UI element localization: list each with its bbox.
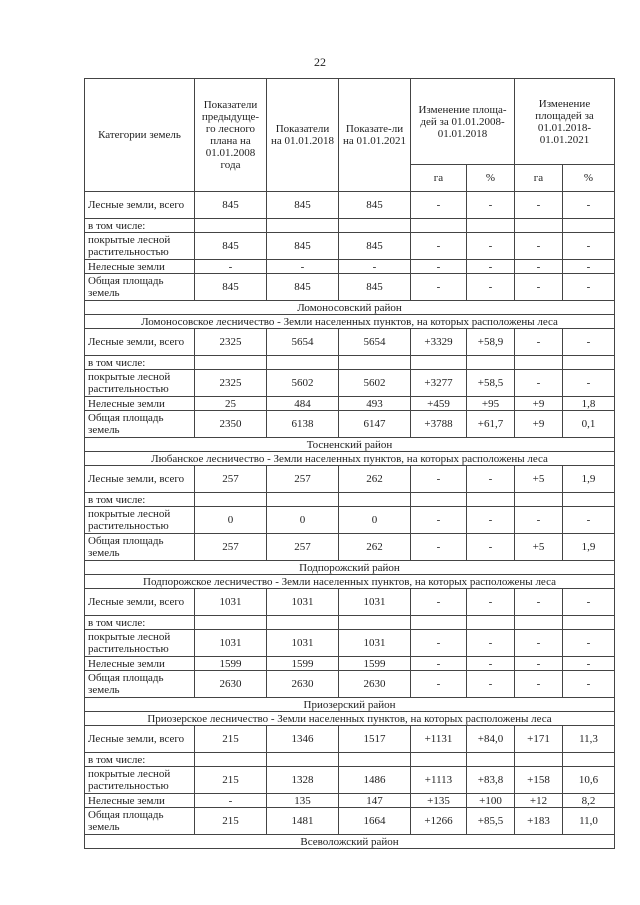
table-row: [85, 630, 615, 657]
row-value: -: [411, 507, 467, 534]
section-title: Подпорожское лесничество - Земли населенных пунктов, на которых расположены леса: [85, 575, 615, 589]
row-value: 135: [267, 794, 339, 808]
row-value: 1031: [339, 589, 411, 616]
row-value: 8,2: [563, 794, 615, 808]
row-value: [411, 219, 467, 233]
row-category: Общая площадь земель: [85, 411, 195, 438]
row-value: +3788: [411, 411, 467, 438]
table-row: [85, 274, 615, 301]
row-value: -: [467, 507, 515, 534]
row-value: -: [515, 192, 563, 219]
row-value: [267, 219, 339, 233]
row-value: +12: [515, 794, 563, 808]
row-value: 5654: [339, 329, 411, 356]
row-value: [411, 616, 467, 630]
header-change-2018-2021: Изменение площадей за 01.01.2018-01.01.2021: [515, 79, 615, 165]
row-value: [515, 753, 563, 767]
header-category: Категории земель: [85, 79, 195, 192]
row-value: 845: [339, 192, 411, 219]
section-row: [85, 712, 615, 726]
row-value: -: [563, 233, 615, 260]
row-category: Общая площадь земель: [85, 274, 195, 301]
row-value: -: [467, 657, 515, 671]
row-value: 5602: [339, 370, 411, 397]
row-value: +3329: [411, 329, 467, 356]
row-value: -: [411, 671, 467, 698]
row-value: 493: [339, 397, 411, 411]
row-value: 11,3: [563, 726, 615, 753]
row-category: Лесные земли, всего: [85, 192, 195, 219]
table-row: [85, 657, 615, 671]
row-category: Общая площадь земель: [85, 808, 195, 835]
section-title: Приозерский район: [85, 698, 615, 712]
row-value: +459: [411, 397, 467, 411]
section-row: [85, 301, 615, 315]
table-row: [85, 466, 615, 493]
row-value: +100: [467, 794, 515, 808]
table-row: [85, 219, 615, 233]
section-title: Любанское лесничество - Земли населенных пунктов, на которых расположены леса: [85, 452, 615, 466]
row-value: +61,7: [467, 411, 515, 438]
row-value: -: [563, 671, 615, 698]
row-value: -: [515, 507, 563, 534]
row-value: -: [467, 260, 515, 274]
row-value: 1031: [267, 589, 339, 616]
table-row: [85, 616, 615, 630]
section-title: Ломоносовское лесничество - Земли населенных пунктов, на которых расположены леса: [85, 315, 615, 329]
row-value: 257: [195, 534, 267, 561]
table-row: [85, 507, 615, 534]
row-value: -: [195, 260, 267, 274]
row-value: -: [563, 589, 615, 616]
row-category: в том числе:: [85, 219, 195, 233]
row-value: [563, 753, 615, 767]
section-row: [85, 835, 615, 849]
row-value: +95: [467, 397, 515, 411]
row-value: -: [515, 630, 563, 657]
header-change-2008-2018: Изменение площа-дей за 01.01.2008-01.01.2018: [411, 79, 515, 165]
row-value: 257: [267, 534, 339, 561]
row-value: +5: [515, 534, 563, 561]
section-row: [85, 561, 615, 575]
row-value: 2325: [195, 370, 267, 397]
row-value: -: [563, 630, 615, 657]
row-value: 147: [339, 794, 411, 808]
row-value: 1,9: [563, 534, 615, 561]
row-value: 257: [195, 466, 267, 493]
row-value: -: [267, 260, 339, 274]
row-value: [339, 493, 411, 507]
row-value: 845: [339, 274, 411, 301]
row-value: 1031: [195, 589, 267, 616]
row-value: +1113: [411, 767, 467, 794]
row-value: [467, 356, 515, 370]
section-title: Ломоносовский район: [85, 301, 615, 315]
table-row: [85, 233, 615, 260]
row-value: -: [411, 260, 467, 274]
row-value: 1481: [267, 808, 339, 835]
header-unit-pct: %: [563, 165, 615, 192]
section-title: Тосненский район: [85, 438, 615, 452]
row-category: покрытые лесной растительностью: [85, 767, 195, 794]
row-value: 484: [267, 397, 339, 411]
row-value: 215: [195, 808, 267, 835]
row-value: -: [467, 233, 515, 260]
row-value: [515, 493, 563, 507]
row-value: [411, 356, 467, 370]
row-value: -: [467, 671, 515, 698]
row-value: 6138: [267, 411, 339, 438]
section-row: [85, 698, 615, 712]
section-title: Подпорожский район: [85, 561, 615, 575]
row-value: -: [515, 329, 563, 356]
section-row: [85, 452, 615, 466]
row-value: [515, 219, 563, 233]
row-value: [195, 356, 267, 370]
table-row: [85, 397, 615, 411]
header-unit-ha: га: [515, 165, 563, 192]
row-value: -: [515, 370, 563, 397]
row-value: 845: [195, 192, 267, 219]
row-value: 5654: [267, 329, 339, 356]
row-value: -: [467, 274, 515, 301]
row-category: в том числе:: [85, 616, 195, 630]
row-value: 2350: [195, 411, 267, 438]
row-value: 1486: [339, 767, 411, 794]
row-value: [267, 753, 339, 767]
row-value: [339, 356, 411, 370]
row-value: 1031: [267, 630, 339, 657]
header-on-2018: Показатели на 01.01.2018: [267, 79, 339, 192]
table-row: [85, 534, 615, 561]
row-value: +84,0: [467, 726, 515, 753]
row-value: 0: [267, 507, 339, 534]
section-title: Приозерское лесничество - Земли населенных пунктов, на которых расположены леса: [85, 712, 615, 726]
row-value: -: [411, 630, 467, 657]
row-value: 1599: [195, 657, 267, 671]
row-value: [563, 219, 615, 233]
row-value: [563, 493, 615, 507]
row-value: +9: [515, 397, 563, 411]
table-row: [85, 411, 615, 438]
row-value: [467, 493, 515, 507]
table-row: [85, 808, 615, 835]
table-row: [85, 671, 615, 698]
row-value: 845: [267, 192, 339, 219]
row-category: Лесные земли, всего: [85, 589, 195, 616]
row-value: -: [563, 370, 615, 397]
row-value: -: [563, 192, 615, 219]
row-value: 257: [267, 466, 339, 493]
row-value: -: [411, 466, 467, 493]
row-value: -: [467, 192, 515, 219]
row-value: [515, 616, 563, 630]
row-value: [411, 493, 467, 507]
row-category: покрытые лесной растительностью: [85, 370, 195, 397]
row-value: [563, 616, 615, 630]
row-category: в том числе:: [85, 493, 195, 507]
row-value: 5602: [267, 370, 339, 397]
row-value: -: [411, 589, 467, 616]
row-value: 1031: [339, 630, 411, 657]
header-on-2021: Показате-ли на 01.01.2021: [339, 79, 411, 192]
row-value: 2630: [267, 671, 339, 698]
section-row: [85, 315, 615, 329]
row-value: -: [411, 233, 467, 260]
row-value: +158: [515, 767, 563, 794]
row-value: 2325: [195, 329, 267, 356]
table-row: [85, 493, 615, 507]
row-value: -: [515, 233, 563, 260]
row-value: -: [515, 274, 563, 301]
row-value: [267, 356, 339, 370]
row-value: +183: [515, 808, 563, 835]
section-row: [85, 438, 615, 452]
table-body: [85, 192, 615, 849]
row-value: 845: [195, 274, 267, 301]
section-row: [85, 575, 615, 589]
row-value: +135: [411, 794, 467, 808]
table-row: [85, 794, 615, 808]
row-value: -: [563, 329, 615, 356]
row-value: 845: [195, 233, 267, 260]
row-category: в том числе:: [85, 753, 195, 767]
row-value: +1131: [411, 726, 467, 753]
row-category: Общая площадь земель: [85, 671, 195, 698]
row-value: [267, 616, 339, 630]
row-value: [411, 753, 467, 767]
row-value: 1599: [339, 657, 411, 671]
row-value: -: [563, 657, 615, 671]
table-row: [85, 260, 615, 274]
row-category: покрытые лесной растительностью: [85, 233, 195, 260]
row-value: [195, 219, 267, 233]
row-value: 1517: [339, 726, 411, 753]
row-value: +171: [515, 726, 563, 753]
row-category: Нелесные земли: [85, 657, 195, 671]
row-value: +83,8: [467, 767, 515, 794]
land-categories-table: [84, 78, 615, 849]
row-value: 262: [339, 466, 411, 493]
row-value: 2630: [195, 671, 267, 698]
row-value: 0: [339, 507, 411, 534]
row-value: 845: [267, 274, 339, 301]
row-value: -: [467, 589, 515, 616]
row-value: 10,6: [563, 767, 615, 794]
row-value: 1328: [267, 767, 339, 794]
row-category: Лесные земли, всего: [85, 726, 195, 753]
row-value: -: [411, 534, 467, 561]
row-value: 1599: [267, 657, 339, 671]
row-category: покрытые лесной растительностью: [85, 507, 195, 534]
row-value: -: [339, 260, 411, 274]
row-value: 845: [339, 233, 411, 260]
row-value: 25: [195, 397, 267, 411]
row-value: [195, 753, 267, 767]
row-category: Лесные земли, всего: [85, 466, 195, 493]
row-value: 1031: [195, 630, 267, 657]
page-number: 22: [314, 55, 326, 69]
row-value: [467, 616, 515, 630]
row-value: 1,9: [563, 466, 615, 493]
row-value: 0,1: [563, 411, 615, 438]
row-value: -: [411, 657, 467, 671]
table-row: [85, 726, 615, 753]
row-value: +1266: [411, 808, 467, 835]
section-title: Всеволожский район: [85, 835, 615, 849]
row-value: [467, 219, 515, 233]
row-value: 1664: [339, 808, 411, 835]
row-value: -: [515, 589, 563, 616]
row-value: 6147: [339, 411, 411, 438]
table-row: [85, 589, 615, 616]
row-value: +85,5: [467, 808, 515, 835]
row-value: -: [195, 794, 267, 808]
row-category: Нелесные земли: [85, 260, 195, 274]
row-value: 0: [195, 507, 267, 534]
row-category: Нелесные земли: [85, 794, 195, 808]
row-value: 11,0: [563, 808, 615, 835]
row-value: +58,5: [467, 370, 515, 397]
row-value: 845: [267, 233, 339, 260]
row-value: [195, 493, 267, 507]
row-category: Общая площадь земель: [85, 534, 195, 561]
table-row: [85, 753, 615, 767]
table-row: [85, 192, 615, 219]
row-value: -: [515, 657, 563, 671]
row-value: [195, 616, 267, 630]
row-value: +58,9: [467, 329, 515, 356]
row-category: в том числе:: [85, 356, 195, 370]
row-value: 215: [195, 767, 267, 794]
row-category: покрытые лесной растительностью: [85, 630, 195, 657]
row-value: 262: [339, 534, 411, 561]
row-category: Нелесные земли: [85, 397, 195, 411]
row-value: 2630: [339, 671, 411, 698]
row-value: -: [563, 507, 615, 534]
row-value: -: [467, 466, 515, 493]
row-value: -: [411, 274, 467, 301]
row-category: Лесные земли, всего: [85, 329, 195, 356]
row-value: [339, 753, 411, 767]
table-row: [85, 356, 615, 370]
row-value: [267, 493, 339, 507]
row-value: +5: [515, 466, 563, 493]
row-value: 215: [195, 726, 267, 753]
table-row: [85, 329, 615, 356]
table-row: [85, 370, 615, 397]
row-value: +3277: [411, 370, 467, 397]
row-value: [515, 356, 563, 370]
row-value: [467, 753, 515, 767]
header-unit-ha: га: [411, 165, 467, 192]
row-value: -: [467, 534, 515, 561]
row-value: -: [411, 192, 467, 219]
table-row: [85, 767, 615, 794]
row-value: 1,8: [563, 397, 615, 411]
row-value: [339, 616, 411, 630]
row-value: -: [467, 630, 515, 657]
row-value: [563, 356, 615, 370]
header-unit-pct: %: [467, 165, 515, 192]
header-prev-plan: Показатели предыдуще-го лесного плана на 01.01.2008 года: [195, 79, 267, 192]
row-value: 1346: [267, 726, 339, 753]
row-value: -: [515, 260, 563, 274]
row-value: -: [515, 671, 563, 698]
row-value: +9: [515, 411, 563, 438]
row-value: [339, 219, 411, 233]
row-value: -: [563, 260, 615, 274]
row-value: -: [563, 274, 615, 301]
